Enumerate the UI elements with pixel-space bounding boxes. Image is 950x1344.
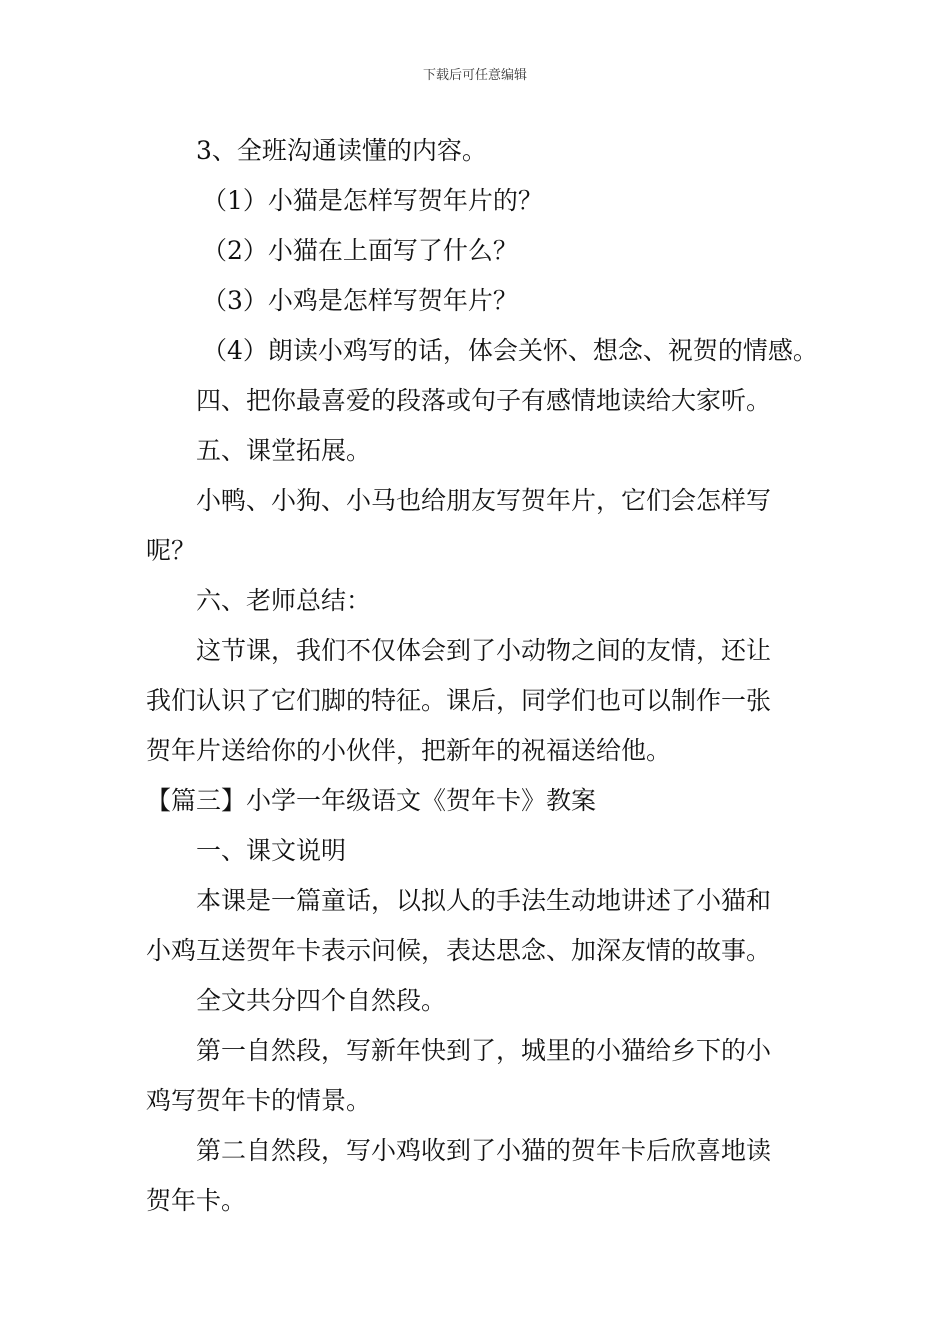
text-line: 一、课文说明: [196, 836, 347, 865]
text-line: 我们认识了它们脚的特征。课后，同学们也可以制作一张: [146, 686, 772, 715]
text-line: 贺年卡。: [146, 1186, 247, 1215]
text-line: 全文共分四个自然段。: [196, 986, 447, 1015]
text-line: 【篇三】小学一年级语文《贺年卡》教案: [146, 786, 597, 815]
text-line: 这节课，我们不仅体会到了小动物之间的友情，还让: [196, 636, 772, 665]
page-header: 下载后可任意编辑: [422, 68, 527, 83]
text-line: 贺年片送给你的小伙伴，把新年的祝福送给他。: [146, 736, 672, 765]
text-line: 3、全班沟通读懂的内容。: [196, 136, 487, 165]
text-line: 小鸡互送贺年卡表示问候，表达思念、加深友情的故事。: [146, 936, 772, 965]
text-line: 四、把你最喜爱的段落或句子有感情地读给大家听。: [196, 386, 772, 415]
text-line: 本课是一篇童话，以拟人的手法生动地讲述了小猫和: [196, 886, 772, 915]
text-line: 鸡写贺年卡的情景。: [146, 1086, 372, 1115]
text-line: （1）小猫是怎样写贺年片的？: [202, 186, 543, 215]
text-line: 第一自然段，写新年快到了，城里的小猫给乡下的小: [196, 1036, 772, 1065]
text-line: （2）小猫在上面写了什么？: [202, 236, 518, 265]
text-line: 呢？: [146, 536, 197, 565]
document-body: [146, 126, 818, 1226]
text-line: 六、老师总结：: [196, 586, 372, 615]
text-line: （3）小鸡是怎样写贺年片？: [202, 286, 518, 315]
text-line: 五、课堂拓展。: [196, 436, 372, 465]
text-line: （4）朗读小鸡写的话，体会关怀、想念、祝贺的情感。: [202, 336, 818, 365]
text-line: 小鸭、小狗、小马也给朋友写贺年片，它们会怎样写: [196, 486, 772, 515]
text-line: 第二自然段，写小鸡收到了小猫的贺年卡后欣喜地读: [196, 1136, 772, 1165]
